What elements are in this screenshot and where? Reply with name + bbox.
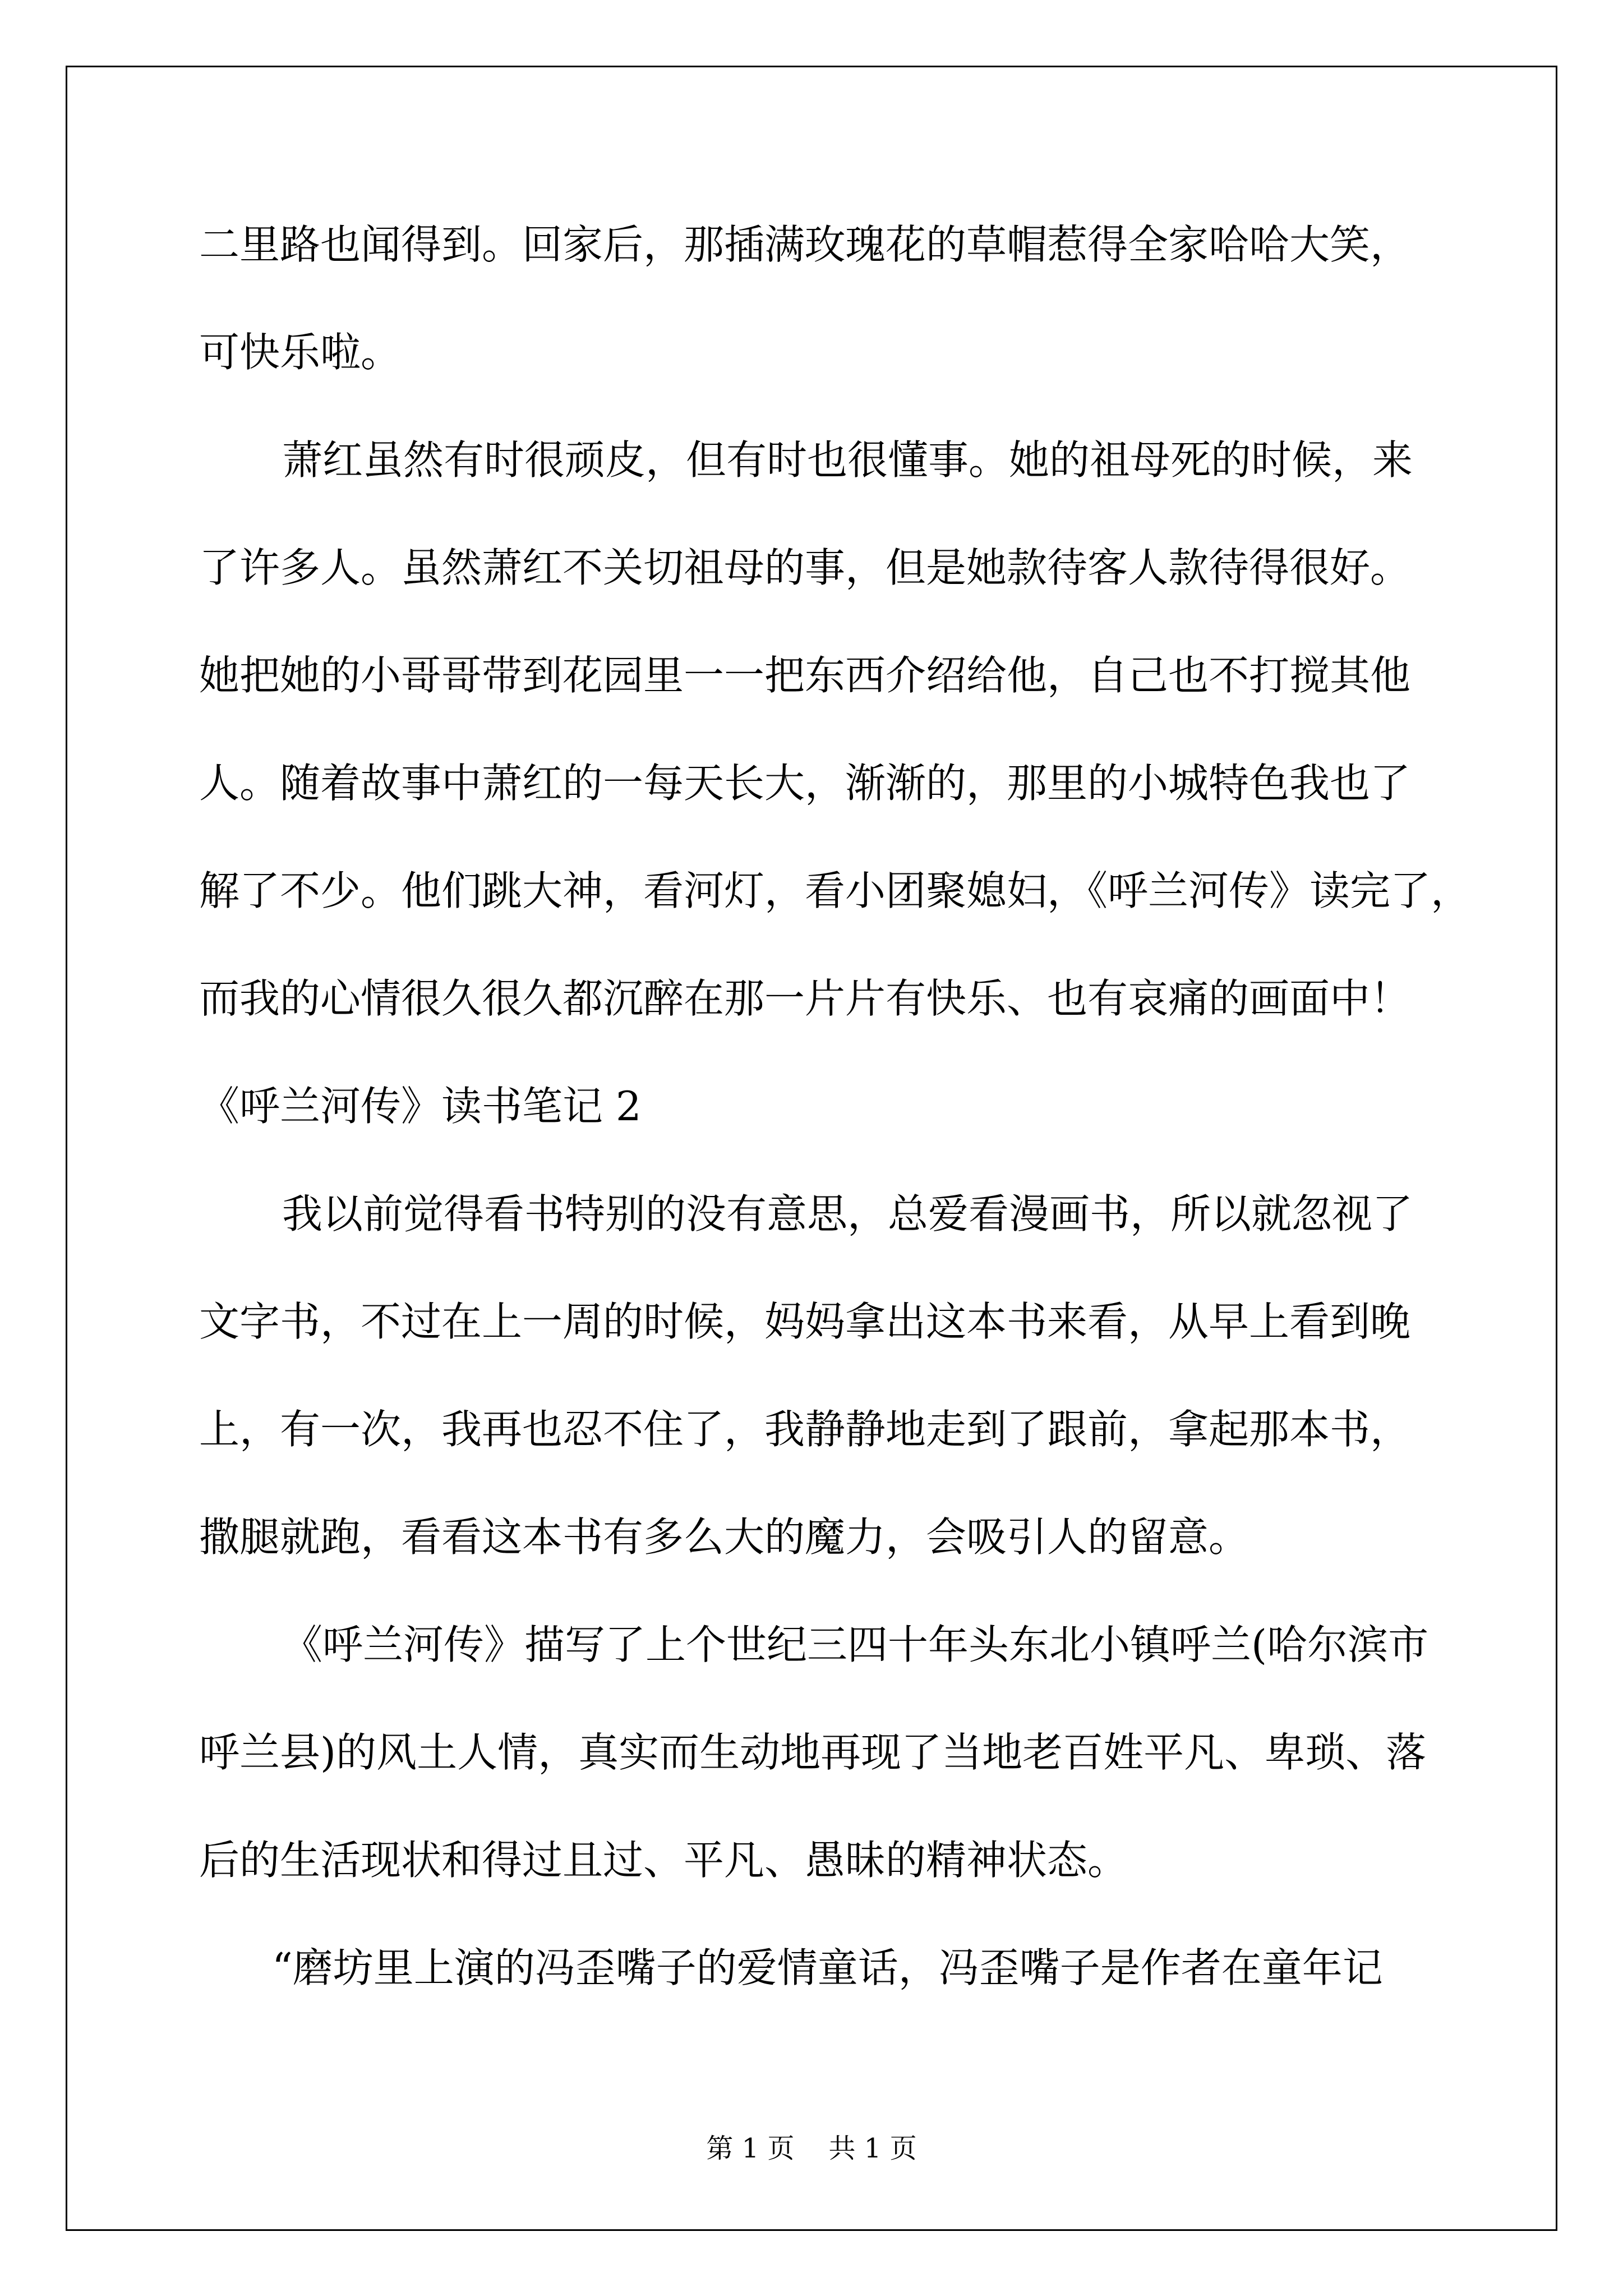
paragraph-line: 人。随着故事中萧红的一每天长大，渐渐的，那里的小城特色我也了 bbox=[199, 760, 1411, 807]
paragraph-line: 《呼兰河传》描写了上个世纪三四十年头东北小镇呼兰(哈尔滨市 bbox=[282, 1621, 1429, 1668]
paragraph-line: 萧红虽然有时很顽皮，但有时也很懂事。她的祖母死的时候，来 bbox=[282, 436, 1413, 484]
paragraph-line: “磨坊里上演的冯歪嘴子的爱情童话，冯歪嘴子是作者在童年记 bbox=[272, 1944, 1383, 1991]
paragraph-line: 撒腿就跑，看看这本书有多么大的魔力，会吸引人的留意。 bbox=[199, 1513, 1249, 1561]
paragraph-line: 可快乐啦。 bbox=[199, 329, 402, 376]
paragraph-line: 后的生活现状和得过且过、平凡、愚昧的精神状态。 bbox=[199, 1837, 1128, 1884]
paragraph-line: 解了不少。他们跳大神，看河灯，看小团聚媳妇，《呼兰河传》读完了， bbox=[199, 867, 1472, 914]
paragraph-line: 呼兰县)的风土人情，真实而生动地再现了当地老百姓平凡、卑琐、落 bbox=[199, 1729, 1427, 1776]
section-heading: 《呼兰河传》读书笔记 2 bbox=[199, 1083, 642, 1130]
paragraph-line: 我以前觉得看书特别的没有意思，总爱看漫画书，所以就忽视了 bbox=[282, 1190, 1413, 1237]
page-number-footer: 第 1 页 共 1 页 bbox=[706, 2133, 917, 2164]
paragraph-line: 了许多人。虽然萧红不关切祖母的事，但是她款待客人款待得很好。 bbox=[199, 544, 1411, 591]
paragraph-line: 文字书，不过在上一周的时候，妈妈拿出这本书来看，从早上看到晚 bbox=[199, 1298, 1411, 1345]
paragraph-line: 上，有一次，我再也忍不住了，我静静地走到了跟前，拿起那本书， bbox=[199, 1406, 1411, 1453]
paragraph-line: 二里路也闻得到。回家后，那插满玫瑰花的草帽惹得全家哈哈大笑， bbox=[199, 221, 1411, 268]
paragraph-line: 而我的心情很久很久都沉醉在那一片片有快乐、也有哀痛的画面中！ bbox=[199, 975, 1411, 1022]
document-body bbox=[199, 191, 1472, 2022]
paragraph-line: 她把她的小哥哥带到花园里一一把东西介绍给他，自己也不打搅其他 bbox=[199, 652, 1411, 699]
